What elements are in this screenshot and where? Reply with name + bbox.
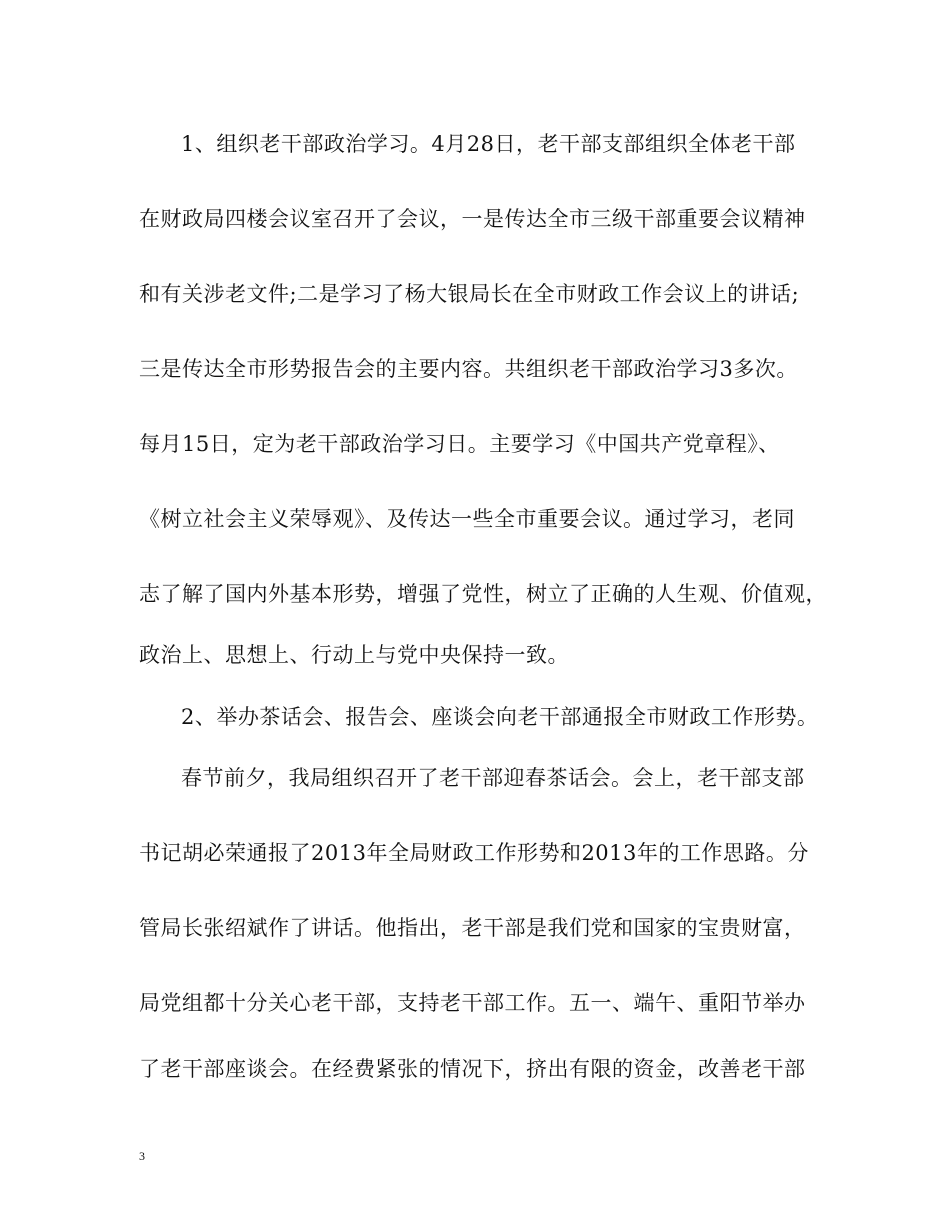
paragraph-line: 1、组织老干部政治学习。4月28日，老干部支部组织全体老干部: [181, 132, 796, 156]
paragraph-line: 志了解了国内外基本形势，增强了党性，树立了正确的人生观、价值观，: [139, 582, 827, 606]
paragraph-line: 三是传达全市形势报告会的主要内容。共组织老干部政治学习3多次。: [139, 357, 798, 381]
paragraph-line: 2、举办茶话会、报告会、座谈会向老干部通报全市财政工作形势。: [181, 705, 819, 729]
paragraph-line: 书记胡必荣通报了2013年全局财政工作形势和2013年的工作思路。分: [139, 841, 809, 865]
paragraph-line: 和有关涉老文件;二是学习了杨大银局长在全市财政工作会议上的讲话;: [139, 282, 800, 306]
paragraph-line: 了老干部座谈会。在经费紧张的情况下，挤出有限的资金，改善老干部: [139, 1057, 806, 1081]
paragraph-line: 每月15日，定为老干部政治学习日。主要学习《中国共产党章程》、: [139, 432, 780, 456]
paragraph-line: 政治上、思想上、行动上与党中央保持一致。: [139, 643, 569, 667]
page-number: 3: [139, 1149, 145, 1163]
paragraph-line: 《树立社会主义荣辱观》、及传达一些全市重要会议。通过学习，老同: [139, 507, 795, 531]
paragraph-line: 在财政局四楼会议室召开了会议，一是传达全市三级干部重要会议精神: [139, 207, 806, 231]
paragraph-line: 局党组都十分关心老干部，支持老干部工作。五一、端午、重阳节举办: [139, 991, 806, 1015]
paragraph-line: 春节前夕，我局组织召开了老干部迎春茶话会。会上，老干部支部: [181, 766, 805, 790]
paragraph-line: 管局长张绍斌作了讲话。他指出，老干部是我们党和国家的宝贵财富，: [139, 916, 806, 940]
